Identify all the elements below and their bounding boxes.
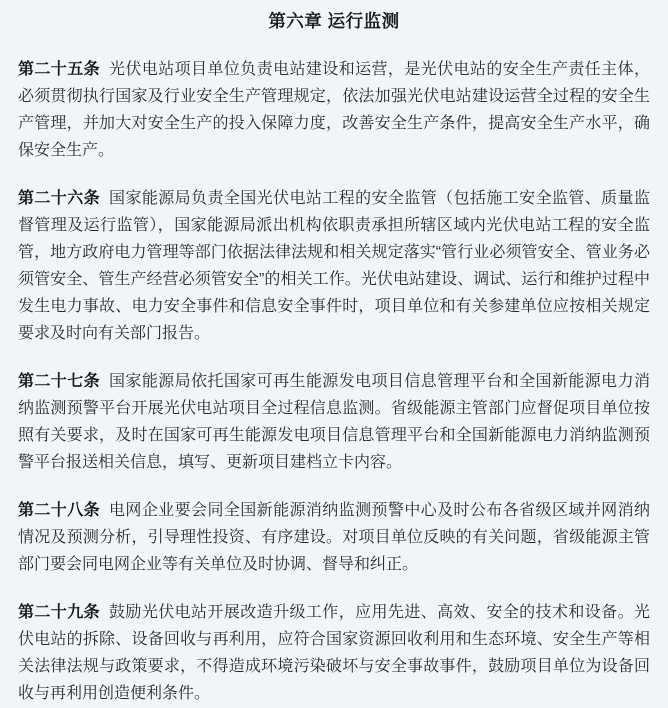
article-28-text: 电网企业要会同全国新能源消纳监测预警中心及时公布各省级区域并网消纳情况及预测分析，引导理性投资、有序建设。对项目单位反映的有关问题，省级能源主管部门要会同电网企业等有关单位及时协调、督导和纠正。: [18, 502, 650, 573]
article-25-text: 光伏电站项目单位负责电站建设和运营，是光伏电站的安全生产责任主体，必须贯彻执行国家及行业安全生产管理规定，依法加强光伏电站建设运营全过程的安全生产管理，并加大对安全生产的投入保障力度，改善安全生产条件，提高安全生产水平，确保安全生产。: [18, 61, 650, 159]
article-26-number: 第二十六条: [18, 190, 101, 207]
article-28-number: 第二十八条: [18, 502, 101, 519]
chapter-title: 第六章 运行监测: [268, 11, 400, 31]
article-25-paragraph: [18, 56, 650, 164]
article-25-number: 第二十五条: [18, 61, 101, 78]
article-27-paragraph: [18, 368, 650, 476]
article-29-number: 第二十九条: [18, 604, 101, 621]
article-27-text: 国家能源局依托国家可再生能源发电项目信息管理平台和全国新能源电力消纳监测预警平台开展光伏电站项目全过程信息监测。省级能源主管部门应督促项目单位按照有关要求，及时在国家可再生能源发电项目信息管理平台和全国新能源电力消纳监测预警平台报送相关信息，填写、更新项目建档立卡内容。: [18, 373, 650, 471]
article-28-paragraph: [18, 497, 650, 578]
article-26-paragraph: [18, 185, 650, 347]
article-27-number: 第二十七条: [18, 373, 101, 390]
article-26-text: 国家能源局负责全国光伏电站工程的安全监管（包括施工安全监管、质量监督管理及运行监管），国家能源局派出机构依职责承担所辖区域内光伏电站工程的安全监管，地方政府电力管理等部门依据法律法规和相关规定落实“管行业必须管安全、管业务必须管安全、管生产经营必须管安全”的相关工作。光伏电站建设、调试、运行和维护过程中发生电力事故、电力安全事件和信息安全事件时，项目单位和有关参建单位应按相关规定要求及时向有关部门报告。: [18, 190, 650, 342]
article-29-paragraph: [18, 599, 650, 707]
article-29-text: 鼓励光伏电站开展改造升级工作，应用先进、高效、安全的技术和设备。光伏电站的拆除、设备回收与再利用，应符合国家资源回收利用和生态环境、安全生产等相关法律法规与政策要求，不得造成环境污染破坏与安全事故事件，鼓励项目单位为设备回收与再利用创造便利条件。: [18, 604, 650, 702]
